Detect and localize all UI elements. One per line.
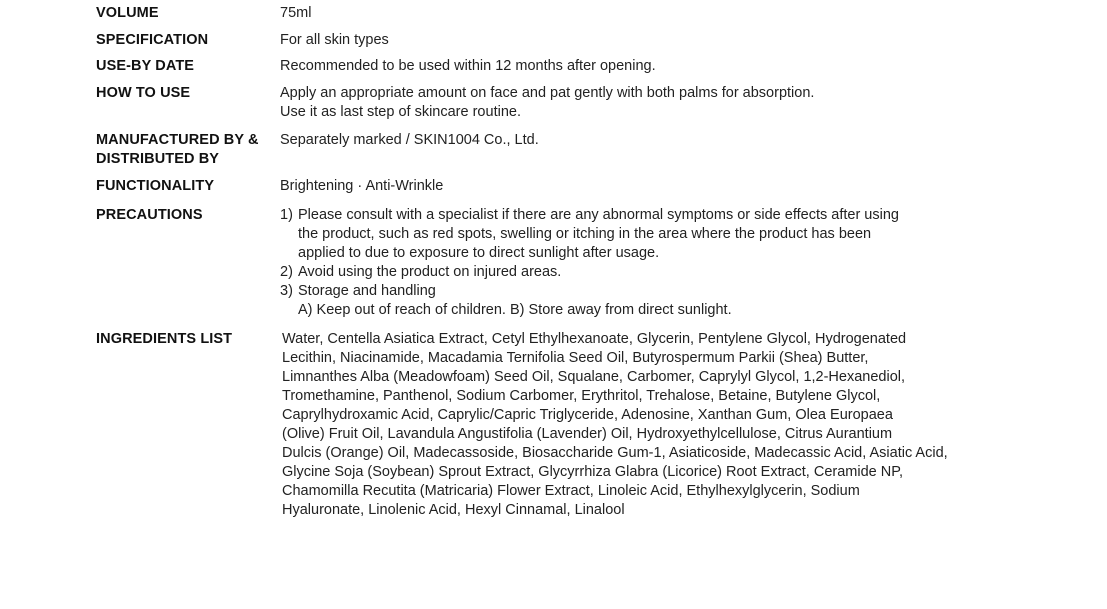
ingredients-line: Lecithin, Niacinamide, Macadamia Ternifolia Seed Oil, Butyrospermum Parkii (Shea) Butter,: [282, 350, 869, 366]
label-distributed-line: DISTRIBUTED BY: [96, 151, 220, 167]
label-manufactured-by: [96, 131, 276, 169]
ingredients-line: Dulcis (Orange) Oil, Madecassoside, Biosaccharide Gum-1, Asiaticoside, Madecassic Acid, Asiatic Acid,: [282, 445, 948, 461]
precaution-storage-detail: A) Keep out of reach of children. B) Store away from direct sunlight.: [298, 302, 732, 318]
label-volume: VOLUME: [96, 5, 159, 21]
label-ingredients: INGREDIENTS LIST: [96, 331, 233, 347]
value-manufactured-by: Separately marked / SKIN1004 Co., Ltd.: [280, 132, 539, 148]
precaution-item: [280, 206, 1030, 263]
precaution-item: [280, 282, 1030, 301]
ingredients-line: Chamomilla Recutita (Matricaria) Flower Extract, Linoleic Acid, Ethylhexylglycerin, Sodium: [282, 483, 860, 499]
how-to-use-line: Apply an appropriate amount on face and pat gently with both palms for absorption.: [280, 85, 815, 101]
precaution-line: applied to due to exposure to direct sunlight after usage.: [298, 245, 660, 261]
label-precautions: PRECAUTIONS: [96, 207, 203, 223]
label-how-to-use: HOW TO USE: [96, 85, 191, 101]
label-specification: SPECIFICATION: [96, 32, 209, 48]
ingredients-line: Limnanthes Alba (Meadowfoam) Seed Oil, Squalane, Carbomer, Caprylyl Glycol, 1,2-Hexanediol,: [282, 369, 906, 385]
ingredients-line: (Olive) Fruit Oil, Lavandula Angustifolia (Lavender) Oil, Hydroxyethylcellulose, Citrus Aurantium: [282, 426, 893, 442]
ingredients-line: Water, Centella Asiatica Extract, Cetyl Ethylhexanoate, Glycerin, Pentylene Glycol, Hydrogenated: [282, 331, 907, 347]
value-volume: 75ml: [280, 5, 312, 21]
precaution-line: the product, such as red spots, swelling or itching in the area where the product has been: [298, 226, 872, 242]
label-manufactured-line: MANUFACTURED BY &: [96, 132, 259, 148]
value-functionality: Brightening · Anti-Wrinkle: [280, 178, 444, 194]
ingredients-line: Tromethamine, Panthenol, Sodium Carbomer, Erythritol, Trehalose, Betaine, Butylene Glycol,: [282, 388, 881, 404]
value-how-to-use: [280, 84, 1030, 122]
ingredients-line: Hyaluronate, Linolenic Acid, Hexyl Cinnamal, Linalool: [282, 502, 625, 518]
ingredients-line: Glycine Soja (Soybean) Sprout Extract, Glycyrrhiza Glabra (Licorice) Root Extract, Ceramide NP,: [282, 464, 904, 480]
precautions-list: [280, 206, 1030, 320]
ingredients-list: [282, 330, 1022, 520]
precaution-item: [280, 263, 1030, 282]
label-use-by-date: USE-BY DATE: [96, 58, 195, 74]
row-precautions: [96, 206, 1036, 320]
precaution-number: 1): [280, 207, 293, 223]
how-to-use-line: Use it as last step of skincare routine.: [280, 104, 521, 120]
value-use-by-date: Recommended to be used within 12 months after opening.: [280, 58, 656, 74]
precaution-line: Avoid using the product on injured areas.: [298, 264, 562, 280]
precaution-number: 2): [280, 264, 293, 280]
value-specification: For all skin types: [280, 32, 389, 48]
precaution-line: Please consult with a specialist if there are any abnormal symptoms or side effects after using: [298, 207, 899, 223]
precaution-number: 3): [280, 283, 293, 299]
label-functionality: FUNCTIONALITY: [96, 178, 215, 194]
precaution-line: Storage and handling: [298, 283, 436, 299]
ingredients-line: Caprylhydroxamic Acid, Caprylic/Capric Triglyceride, Adenosine, Xanthan Gum, Olea Europaea: [282, 407, 893, 423]
